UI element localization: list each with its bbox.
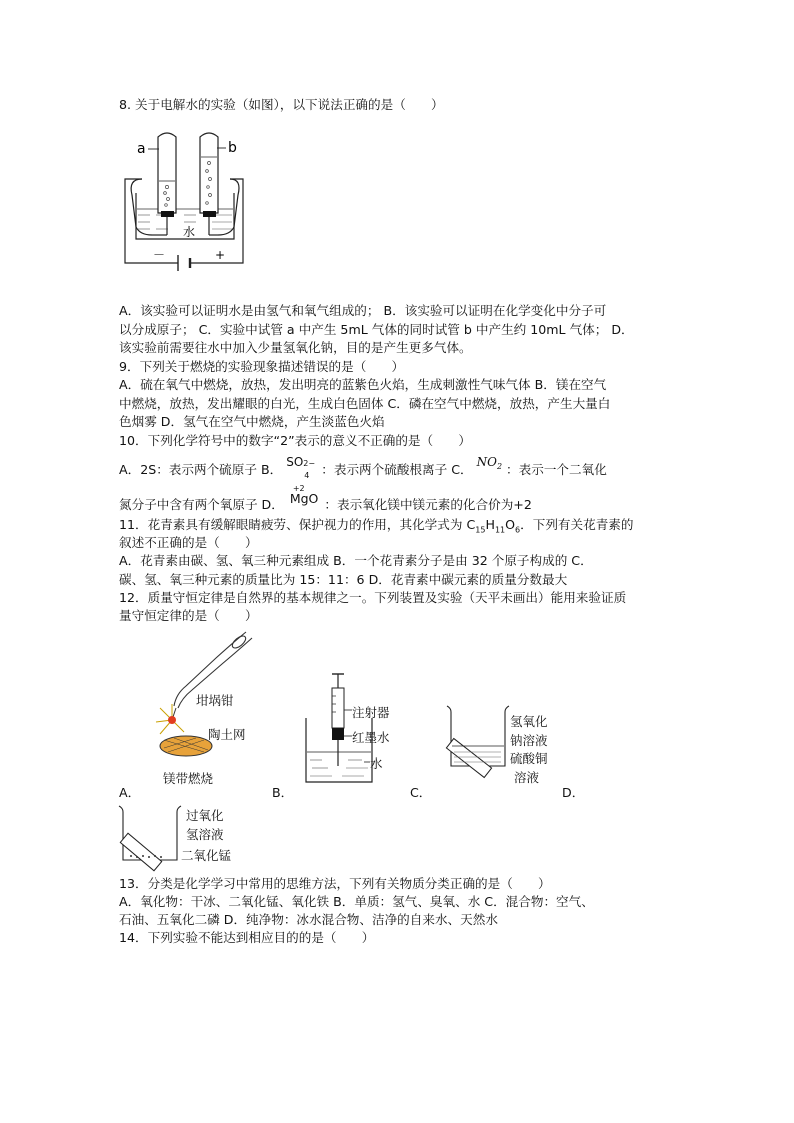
tube-b-label: b (228, 140, 237, 156)
q12-stem-line-2: 量守恒定律的是（ ） (119, 608, 258, 623)
q8-option-line-2: 以分成原子； C．实验中试管 a 中产生 5mL 气体的同时试管 b 中产生约 10mL 气体； D． (119, 322, 634, 337)
magnesium-caption: 镁带燃烧 (163, 771, 214, 786)
h2o2-mno2-figure (117, 804, 187, 868)
magnesium-oxide-formula: +2 MgO (289, 484, 319, 506)
cuso4-label-1: 硫酸铜 (510, 751, 548, 766)
q10-options-line-1 (119, 455, 607, 481)
electrolysis-apparatus-figure (120, 135, 260, 270)
q13-option-line-2: 石油、五氧化二磷 D．纯净物：冰水混合物、洁净的自来水、天然水 (119, 912, 498, 927)
q10-stem: 10．下列化学符号中的数字“2”表示的意义不正确的是（ ） (119, 433, 471, 448)
q11-option-line-1: A．花青素由碳、氢、氧三种元素组成 B．一个花青素分子是由 32 个原子构成的 C． (119, 553, 593, 568)
q11-stem-line-1: 11．花青素具有缓解眼睛疲劳、保护视力的作用，其化学式为 $C_{15}H_{11}O_6$．下列有关花青素的 (119, 517, 634, 535)
cuso4-label-2: 溶液 (514, 770, 540, 785)
ink-label: 红墨水 (352, 730, 390, 745)
q13-stem: 13．分类是化学学习中常用的思维方法，下列有关物质分类正确的是（ ） (119, 876, 551, 891)
q13-option-line-1: A．氧化物：干冰、二氧化锰、氧化铁 B．单质：氢气、臭氧、水 C．混合物：空气、 (119, 894, 594, 909)
naoh-cuso4-figure (445, 704, 515, 774)
mno2-label: 二氧化锰 (181, 848, 232, 863)
q11-stem-line-2: 叙述不正确的是（ ） (119, 535, 258, 550)
q8-option-line-3: 该实验前需要往水中加入少量氢氧化钠，目的是产生更多气体。 (119, 340, 472, 355)
q12-option-b: B． (272, 785, 294, 800)
q9-option-line-3: 色烟雾 D．氢气在空气中燃烧，产生淡蓝色火焰 (119, 414, 385, 429)
tongs-label: 坩埚钳 (196, 693, 234, 708)
q14-stem: 14．下列实验不能达到相应目的的是（ ） (119, 930, 375, 945)
q12-option-c: C． (410, 785, 432, 800)
q10-option-d: ：表示氧化镁中镁元素的化合价为+2 (324, 497, 532, 512)
q9-stem: 9．下列关于燃烧的实验现象描述错误的是（ ） (119, 359, 405, 374)
q8-stem: 8. 关于电解水的实验（如图），以下说法正确的是（ ） (119, 97, 444, 112)
q9-option-line-1: A．硫在氧气中燃烧，放热，发出明亮的蓝紫色火焰，生成刺激性气味气体 B．镁在空气 (119, 377, 607, 392)
q12-option-d: D． (562, 785, 585, 800)
tube-a-label: a (137, 141, 146, 157)
q12-option-a: A． (119, 785, 141, 800)
water-label-b: 水 (370, 756, 383, 771)
q10-option-a: A．2S：表示两个硫原子 B． (119, 462, 283, 477)
q11-option-line-2: 碳、氢、氧三种元素的质量比为 15：11：6 D．花青素中碳元素的质量分数最大 (119, 572, 568, 587)
sulfate-formula: SO 2− 4 (286, 455, 316, 480)
q10-option-c: ：表示一个二氧化 (506, 462, 607, 477)
naoh-label-2: 钠溶液 (510, 733, 548, 748)
nitrogen-dioxide-formula: $NO_2$ (476, 455, 503, 471)
h2o2-label-1: 过氧化 (186, 808, 224, 823)
q12-stem-line-1: 12．质量守恒定律是自然界的基本规律之一。下列装置及实验（天平未画出）能用来验证质 (119, 590, 627, 605)
syringe-label: 注射器 (352, 705, 390, 720)
gauze-label: 陶土网 (208, 727, 246, 742)
plus-label: + (215, 248, 226, 262)
water-label: 水 (183, 225, 196, 239)
q10-option-c-cont: 氮分子中含有两个氧原子 D． (119, 497, 284, 512)
q10-options-line-2 (119, 484, 532, 514)
q9-option-line-2: 中燃烧，放热，发出耀眼的白光，生成白色固体 C．磷在空气中燃烧，放热，产生大量白 (119, 396, 611, 411)
h2o2-label-2: 氢溶液 (186, 827, 224, 842)
naoh-label-1: 氢氧化 (510, 714, 548, 729)
q8-option-line-1: A．该实验可以证明水是由氢气和氧气组成的； B．该实验可以证明在化学变化中分子可 (119, 303, 607, 318)
q10-option-b: ：表示两个硫酸根离子 C． (321, 462, 473, 477)
minus-label: － (153, 248, 166, 262)
